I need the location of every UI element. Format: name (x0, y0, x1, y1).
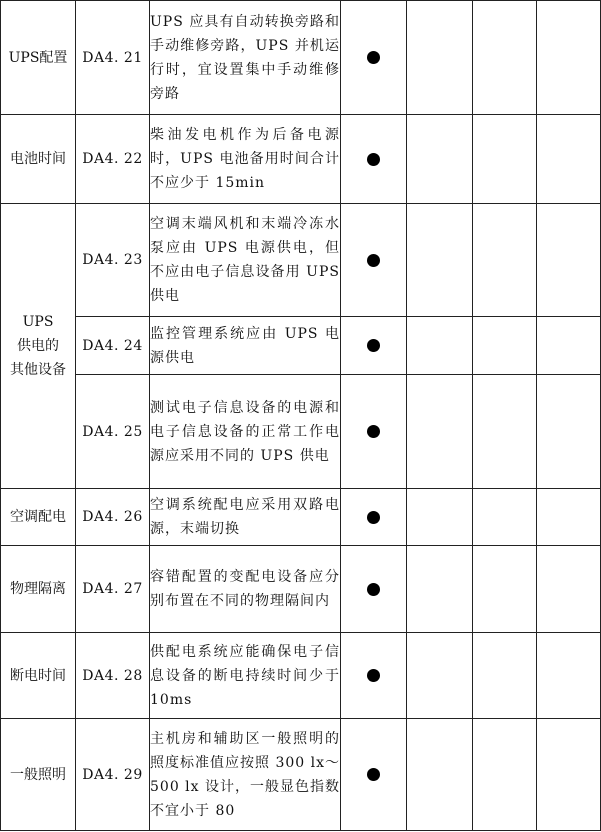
requirement-cell: 空调末端风机和末端冷冻水泵应由 UPS 电源供电，但不应由电子信息设备用 UPS 供电 (150, 204, 341, 317)
empty-cell (473, 546, 537, 633)
filled-circle-icon (367, 511, 380, 524)
empty-cell (473, 1, 537, 115)
table-row (1, 115, 601, 204)
mark-cell (341, 115, 407, 204)
empty-cell (537, 317, 601, 375)
empty-cell (537, 633, 601, 719)
requirement-cell: UPS 应具有自动转换旁路和手动维修旁路，UPS 并机运行时，宜设置集中手动维修旁路 (150, 1, 341, 115)
category-cell: 空调配电 (1, 489, 76, 546)
filled-circle-icon (367, 153, 380, 166)
empty-cell (473, 115, 537, 204)
empty-cell (537, 719, 601, 831)
table-row (1, 546, 601, 633)
empty-cell (537, 489, 601, 546)
empty-cell (407, 204, 473, 317)
empty-cell (537, 546, 601, 633)
clause-code-cell: DA4. 28 (76, 633, 150, 719)
empty-cell (407, 719, 473, 831)
category-cell: 物理隔离 (1, 546, 76, 633)
empty-cell (407, 375, 473, 489)
category-cell: 一般照明 (1, 719, 76, 831)
empty-cell (537, 1, 601, 115)
requirement-cell: 测试电子信息设备的电源和电子信息设备的正常工作电源应采用不同的 UPS 供电 (150, 375, 341, 489)
mark-cell (341, 1, 407, 115)
table-row (1, 719, 601, 831)
clause-code-cell: DA4. 21 (76, 1, 150, 115)
clause-code-cell: DA4. 25 (76, 375, 150, 489)
category-cell: 断电时间 (1, 633, 76, 719)
category-cell (1, 204, 76, 489)
category-text: UPS 供电的 其他设备 (10, 314, 66, 378)
mark-cell (341, 633, 407, 719)
empty-cell (537, 204, 601, 317)
empty-cell (473, 317, 537, 375)
table-row (1, 375, 601, 489)
empty-cell (473, 489, 537, 546)
requirement-cell: 空调系统配电应采用双路电源，末端切换 (150, 489, 341, 546)
filled-circle-icon (367, 339, 380, 352)
mark-cell (341, 317, 407, 375)
requirement-cell: 柴油发电机作为后备电源时，UPS 电池备用时间合计不应少于 15min (150, 115, 341, 204)
mark-cell (341, 489, 407, 546)
requirement-cell: 监控管理系统应由 UPS 电源供电 (150, 317, 341, 375)
empty-cell (473, 375, 537, 489)
table-row (1, 489, 601, 546)
clause-code-cell: DA4. 24 (76, 317, 150, 375)
empty-cell (407, 546, 473, 633)
table-row (1, 317, 601, 375)
mark-cell (341, 719, 407, 831)
table-row (1, 204, 601, 317)
mark-cell (341, 375, 407, 489)
category-cell: 电池时间 (1, 115, 76, 204)
empty-cell (473, 633, 537, 719)
empty-cell (537, 375, 601, 489)
mark-cell (341, 546, 407, 633)
requirement-cell: 容错配置的变配电设备应分别布置在不同的物理隔间内 (150, 546, 341, 633)
empty-cell (407, 489, 473, 546)
clause-code-cell: DA4. 27 (76, 546, 150, 633)
mark-cell (341, 204, 407, 317)
empty-cell (407, 633, 473, 719)
filled-circle-icon (367, 583, 380, 596)
table-row (1, 1, 601, 115)
clause-code-cell: DA4. 22 (76, 115, 150, 204)
requirement-cell: 主机房和辅助区一般照明的照度标准值应按照 300 lx～500 lx 设计，一般显色指数不宜小于 80 (150, 719, 341, 831)
filled-circle-icon (367, 768, 380, 781)
empty-cell (407, 317, 473, 375)
clause-code-cell: DA4. 29 (76, 719, 150, 831)
empty-cell (473, 204, 537, 317)
empty-cell (537, 115, 601, 204)
clause-code-cell: DA4. 26 (76, 489, 150, 546)
category-cell: UPS配置 (1, 1, 76, 115)
empty-cell (473, 719, 537, 831)
table-row (1, 633, 601, 719)
requirement-cell: 供配电系统应能确保电子信息设备的断电持续时间少于 10ms (150, 633, 341, 719)
filled-circle-icon (367, 254, 380, 267)
empty-cell (407, 1, 473, 115)
clause-code-cell: DA4. 23 (76, 204, 150, 317)
empty-cell (407, 115, 473, 204)
filled-circle-icon (367, 51, 380, 64)
filled-circle-icon (367, 425, 380, 438)
filled-circle-icon (367, 669, 380, 682)
